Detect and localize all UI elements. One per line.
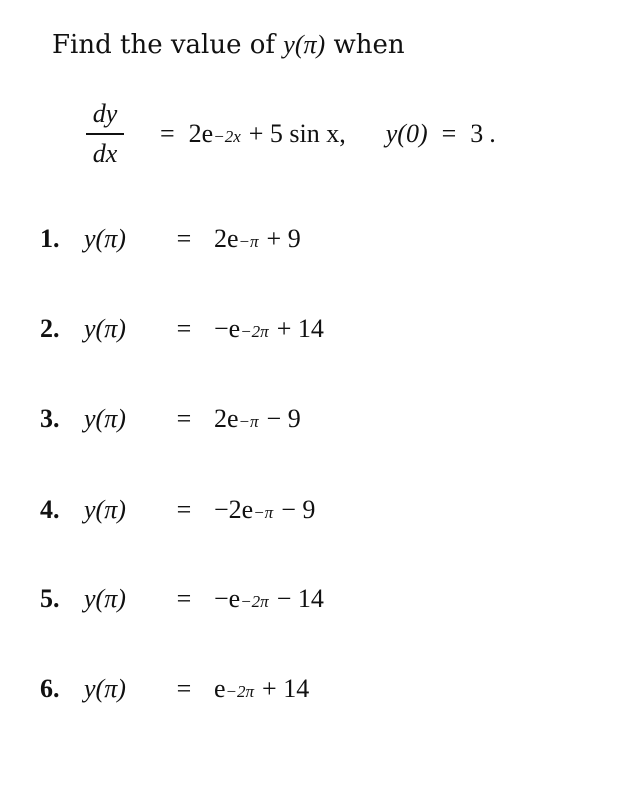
answer-option[interactable] <box>40 399 301 439</box>
option-rhs: −e −2π − 14 <box>214 584 324 613</box>
initial-condition-equals: = <box>441 119 457 148</box>
initial-condition-value: 3 <box>470 119 484 148</box>
option-number: 3. <box>40 404 60 433</box>
option-equals: = <box>176 224 192 253</box>
option-base: −2e <box>214 495 254 524</box>
option-lhs: y(π) <box>84 584 126 613</box>
option-base: −e <box>214 314 241 343</box>
ode-period: . <box>489 119 496 148</box>
ode-rhs: 2e −2x + 5 sin x, <box>188 119 346 148</box>
rhs-coefficient: 2e <box>188 119 214 148</box>
answer-option[interactable] <box>40 579 324 619</box>
option-rhs: −2e −π − 9 <box>214 495 316 524</box>
option-rhs: 2e −π − 9 <box>214 404 301 433</box>
option-number: 5. <box>40 584 60 613</box>
derivative-fraction <box>86 97 124 171</box>
option-rhs: e −2π + 14 <box>214 674 310 703</box>
fraction-bar <box>86 133 124 135</box>
option-tail: + 14 <box>262 674 310 703</box>
option-number: 1. <box>40 224 60 253</box>
option-tail: − 14 <box>276 584 324 613</box>
intro-when: when <box>333 30 405 60</box>
question-intro <box>52 30 405 60</box>
option-base: 2e <box>214 224 239 253</box>
option-rhs: 2e −π + 9 <box>214 224 301 253</box>
answer-option[interactable] <box>40 309 324 349</box>
option-tail: + 9 <box>266 224 301 253</box>
option-equals: = <box>176 495 192 524</box>
differential-equation <box>86 94 496 174</box>
option-lhs: y(π) <box>84 224 126 253</box>
option-tail: + 14 <box>276 314 324 343</box>
option-equals: = <box>176 404 192 433</box>
answer-option[interactable] <box>40 490 315 530</box>
initial-condition-lhs: y(0) <box>385 119 428 148</box>
fraction-denominator: dx <box>92 138 118 168</box>
option-tail: − 9 <box>266 404 301 433</box>
fraction-numerator: dy <box>92 99 118 129</box>
rhs-rest: + 5 sin x, <box>248 119 346 148</box>
option-base: −e <box>214 584 241 613</box>
option-equals: = <box>176 314 192 343</box>
option-equals: = <box>176 674 192 703</box>
option-base: 2e <box>214 404 239 433</box>
option-base: e <box>214 674 226 703</box>
option-lhs: y(π) <box>84 495 126 524</box>
option-lhs: y(π) <box>84 674 126 703</box>
option-number: 2. <box>40 314 60 343</box>
option-rhs: −e −2π + 14 <box>214 314 324 343</box>
intro-function: y(π) <box>283 30 326 59</box>
intro-text: Find the value of <box>52 30 276 60</box>
option-lhs: y(π) <box>84 404 126 433</box>
option-tail: − 9 <box>281 495 316 524</box>
answer-option[interactable] <box>40 219 301 259</box>
answer-option[interactable] <box>40 669 309 709</box>
option-equals: = <box>176 584 192 613</box>
ode-equals: = <box>160 119 175 148</box>
option-lhs: y(π) <box>84 314 126 343</box>
option-number: 4. <box>40 495 60 524</box>
option-number: 6. <box>40 674 60 703</box>
